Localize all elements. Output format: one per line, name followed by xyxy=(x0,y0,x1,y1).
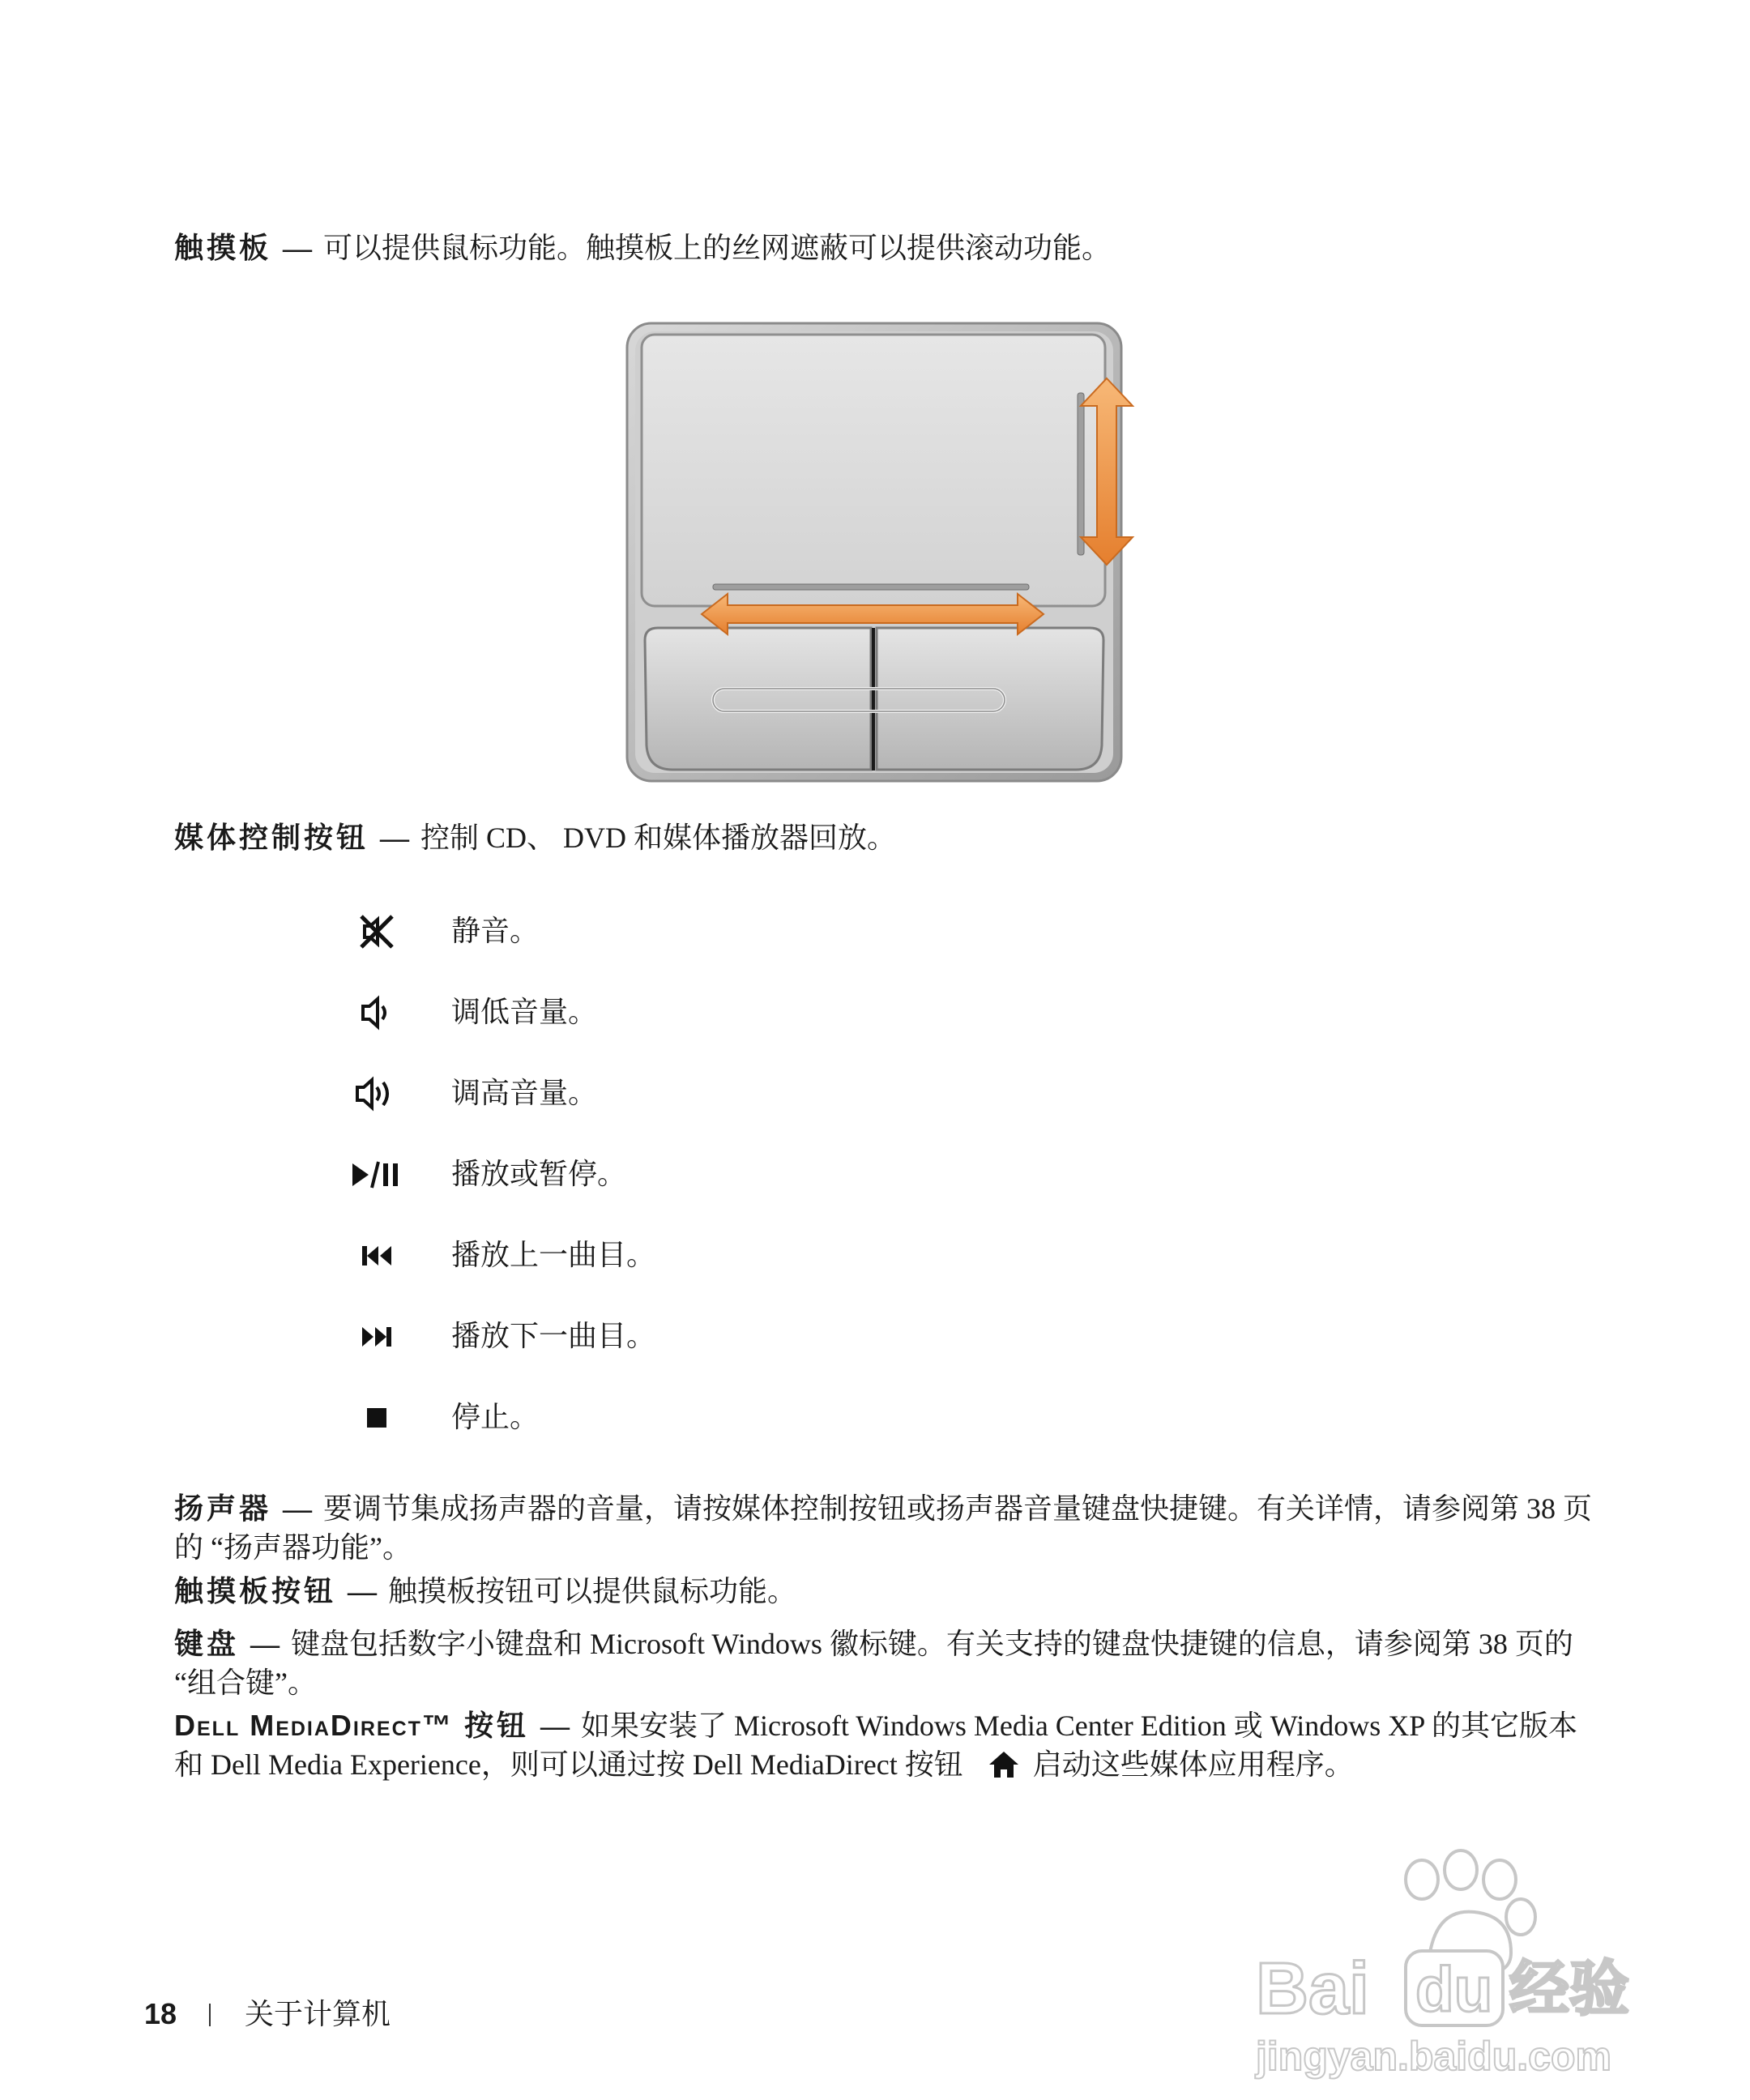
watermark-brand-cn: 经验 xyxy=(1509,1954,1629,2024)
mediadirect-term-suffix: 按钮 xyxy=(463,1709,529,1742)
mediadirect-term: Dell MediaDirect™ xyxy=(174,1709,453,1742)
touchpad-paragraph xyxy=(174,228,1600,267)
watermark-url: jingyan.baidu.com xyxy=(1256,2034,1611,2079)
section-title: 关于计算机 xyxy=(245,1997,391,2030)
keyboard-term: 键盘 xyxy=(174,1627,240,1660)
mediadirect-description-end: 启动这些媒体应用程序。 xyxy=(1032,1748,1354,1781)
stop-icon xyxy=(340,1394,413,1442)
keyboard-description: 键盘包括数字小键盘和 Microsoft Windows 徽标键。有关支持的键盘快捷键的信息，请参阅第 38 页的 “组合键”。 xyxy=(174,1628,1573,1699)
touchpad-description: 可以提供鼠标功能。触摸板上的丝网遮蔽可以提供滚动功能。 xyxy=(323,232,1112,264)
home-icon xyxy=(988,1750,1020,1779)
next-track-icon xyxy=(340,1312,413,1361)
touchpad-buttons-term: 触摸板按钮 xyxy=(174,1574,337,1607)
play-pause-icon xyxy=(340,1150,413,1199)
touchpad-illustration xyxy=(624,320,1142,790)
previous-track-icon xyxy=(340,1231,413,1280)
touchpad-buttons-paragraph xyxy=(174,1572,1600,1611)
media-item-label: 播放上一曲目。 xyxy=(451,1239,656,1271)
em-dash: — xyxy=(348,1575,378,1607)
media-item-label: 静音。 xyxy=(451,915,540,947)
speakers-term: 扬声器 xyxy=(174,1492,272,1525)
volume-up-icon xyxy=(340,1069,413,1118)
media-item-label: 停止。 xyxy=(451,1401,540,1433)
media-item-label: 调低音量。 xyxy=(451,996,598,1028)
media-controls-term: 媒体控制按钮 xyxy=(174,821,369,854)
media-controls-description: 控制 CD、 DVD 和媒体播放器回放。 xyxy=(420,822,897,854)
speakers-paragraph xyxy=(174,1489,1600,1567)
right-touchpad-button xyxy=(877,628,1103,770)
speakers-description: 要调节集成扬声器的音量，请按媒体控制按钮或扬声器音量键盘快捷键。有关详情，请参阅第 38 页的 “扬声器功能”。 xyxy=(174,1492,1593,1564)
em-dash: — xyxy=(540,1709,570,1742)
watermark-brand-box: du xyxy=(1415,1953,1493,2025)
media-item-label: 调高音量。 xyxy=(451,1077,598,1109)
page-number: 18 xyxy=(144,1997,177,2030)
touchpad-buttons-description: 触摸板按钮可以提供鼠标功能。 xyxy=(388,1575,797,1607)
baidu-watermark xyxy=(1244,1839,1665,2082)
volume-down-icon xyxy=(340,988,413,1037)
em-dash: — xyxy=(250,1628,280,1660)
mute-icon xyxy=(340,907,413,956)
horizontal-scroll-zone xyxy=(713,584,1029,590)
page-footer xyxy=(144,1991,391,2033)
mediadirect-paragraph xyxy=(174,1706,1600,1784)
media-item-label: 播放或暂停。 xyxy=(451,1158,627,1190)
left-touchpad-button xyxy=(645,628,871,770)
keyboard-paragraph xyxy=(174,1624,1600,1702)
em-dash: — xyxy=(283,232,313,264)
mediadirect-description: 如果安装了 Microsoft Windows Media Center Edition 或 Windows XP 的其它版本和 Dell Media Experience，则可以通过按 Dell MediaDirect 按钮 xyxy=(174,1709,1577,1781)
touchpad-term: 触摸板 xyxy=(174,231,272,264)
media-item-label: 播放下一曲目。 xyxy=(451,1320,656,1352)
footer-divider xyxy=(209,2004,211,2026)
vertical-scroll-zone xyxy=(1078,393,1084,555)
em-dash: — xyxy=(283,1492,313,1525)
media-controls-paragraph xyxy=(174,818,1600,857)
watermark-brand: Bai xyxy=(1256,1948,1370,2030)
touchpad-surface xyxy=(642,335,1105,606)
em-dash: — xyxy=(380,822,410,854)
